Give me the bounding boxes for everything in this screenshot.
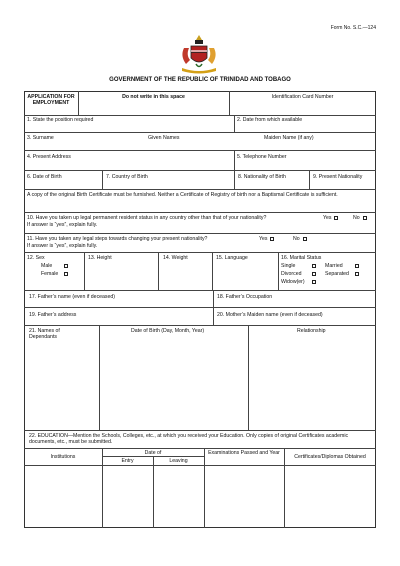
height-label: 13. Height [88, 255, 112, 261]
nationality-change-no [293, 236, 307, 242]
maiden-name-label: Maiden Name (if any) [264, 135, 314, 141]
residency-no-checkbox[interactable] [363, 216, 367, 220]
residency-yes-checkbox[interactable] [334, 216, 338, 220]
present-nationality-label: 9. Present Nationality [313, 174, 363, 180]
nationality-explain: If answer is “yes”, explain fully. [27, 243, 98, 249]
language-label: 15. Language [216, 255, 248, 261]
nationality-change-question: 11. Have you taken any legal steps towards changing your present nationality? [27, 236, 208, 242]
position-label: 1. State the position required [27, 117, 94, 123]
no-label: No [293, 236, 300, 242]
residency-explain: If answer is “yes”, explain fully. [27, 222, 98, 228]
education-instructions: 22. EDUCATION—Mention the Schools, Colleges, etc., at which you received your Education. Only copies of original Certificates academic documents, etc., must be submitted. [29, 433, 349, 446]
no-write-notice: Do not write in this space [122, 94, 185, 100]
coat-of-arms-icon [176, 34, 222, 76]
father-address-label: 19. Father’s address [29, 312, 77, 318]
single-checkbox[interactable] [312, 264, 316, 268]
father-occupation-label: 18. Father’s Occupation [217, 294, 273, 300]
mother-maiden-label: 20. Mother’s Maiden name (even if deceased) [217, 312, 323, 318]
female-label: Female [41, 271, 59, 277]
marital-separated [325, 271, 349, 277]
given-names-label: Given Names [148, 135, 180, 141]
residency-no [353, 215, 367, 221]
relationship-label: Relationship [297, 328, 326, 334]
marital-widow [281, 279, 305, 285]
separated-checkbox[interactable] [355, 272, 359, 276]
no-label: No [353, 215, 360, 221]
surname-label: 3. Surname [27, 135, 54, 141]
nationality-of-birth-label: 8. Nationality of Birth [238, 174, 286, 180]
married-checkbox[interactable] [355, 264, 359, 268]
nationality-no-checkbox[interactable] [303, 237, 307, 241]
divorced-label: Divorced [281, 271, 302, 277]
exams-header: Examinations Passed and Year [208, 450, 280, 456]
marital-single [281, 263, 295, 269]
form-number: Form No. S.C.—124 [330, 25, 376, 31]
address-label: 4. Present Address [27, 154, 71, 160]
dependants-dob-label: Date of Birth (Day, Month, Year) [131, 328, 205, 334]
married-label: Married [325, 263, 343, 269]
country-of-birth-label: 7. Country of Birth [106, 174, 148, 180]
dob-label: 6. Date of Birth [27, 174, 62, 180]
single-label: Single [281, 263, 296, 269]
father-name-label: 17. Father’s name (even if deceased) [29, 294, 116, 300]
certificates-header: Certificates/Diplomas Obtained [294, 454, 366, 460]
sex-male [41, 263, 52, 269]
male-checkbox[interactable] [64, 264, 68, 268]
leaving-header: Leaving [169, 458, 188, 464]
residency-yes [323, 215, 338, 221]
separated-label: Separated [325, 271, 349, 277]
dependants-label: 21. Names of Dependants [29, 328, 60, 341]
id-card-label: Identification Card Number [271, 94, 334, 100]
marital-married [325, 263, 343, 269]
widow-checkbox[interactable] [312, 280, 316, 284]
sex-female [41, 271, 58, 277]
application-heading: APPLICATION FOR EMPLOYMENT [27, 94, 75, 107]
female-checkbox[interactable] [64, 272, 68, 276]
birth-certificate-notice: A copy of the original Birth Certificate must be furnished. Neither a Certificate of Registry of birth nor a Baptismal Certificate is sufficient. [27, 192, 338, 198]
institutions-header: Institutions [50, 454, 76, 460]
date-available-label: 2. Date from which available [237, 117, 303, 123]
residency-question: 10. Have you taken up legal permanent resident status in any country other than that of your nationality? [27, 215, 267, 221]
date-of-header: Date of [144, 450, 162, 456]
widow-label: Widow(er) [281, 279, 305, 285]
yes-label: Yes [259, 236, 268, 242]
entry-header: Entry [121, 458, 134, 464]
nationality-change-yes [259, 236, 274, 242]
male-label: Male [41, 263, 53, 269]
marital-status-label: 16. Marital Status [281, 255, 322, 261]
sex-label: 12. Sex [27, 255, 45, 261]
page-title: GOVERNMENT OF THE REPUBLIC OF TRINIDAD AND TOBAGO [109, 77, 291, 83]
marital-divorced [281, 271, 301, 277]
telephone-label: 5. Telephone Number [237, 154, 287, 160]
yes-label: Yes [323, 215, 332, 221]
weight-label: 14. Weight [163, 255, 188, 261]
divorced-checkbox[interactable] [312, 272, 316, 276]
nationality-yes-checkbox[interactable] [270, 237, 274, 241]
